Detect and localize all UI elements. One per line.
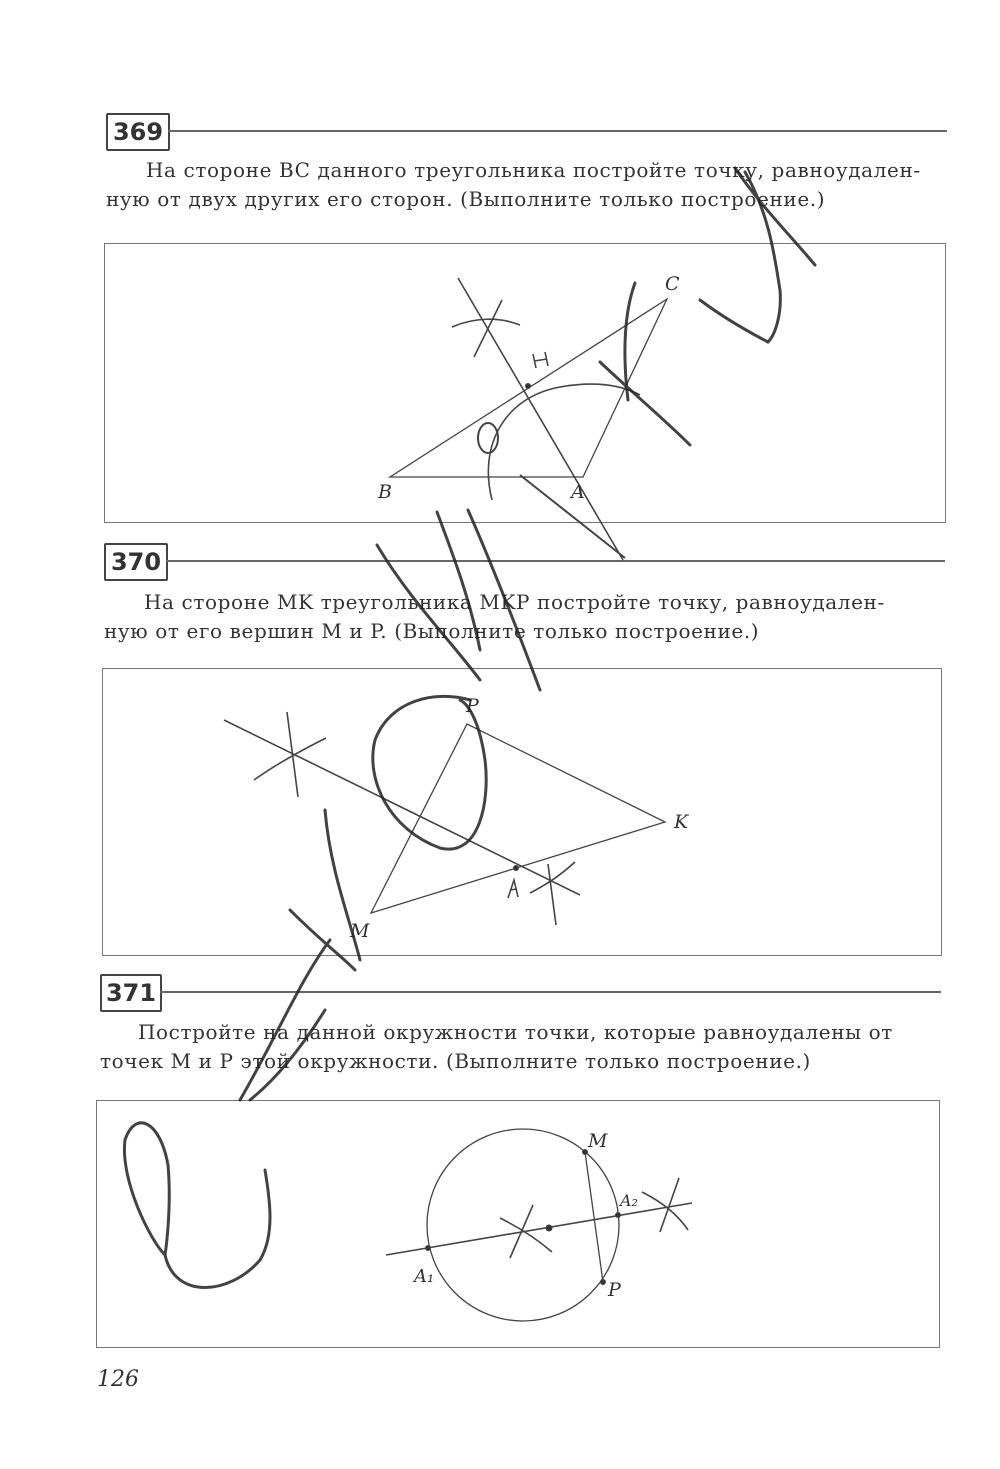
problem-371-number: 371 (100, 974, 162, 1012)
problem-370-construction (224, 712, 665, 925)
label-m-371: M (588, 1130, 608, 1152)
cross-mark-3 (548, 864, 556, 925)
point-p (601, 1280, 606, 1285)
label-k: K (674, 811, 689, 833)
problem-371-construction (386, 1129, 692, 1321)
problem-369-text-line1: На стороне BC данного треугольника постройте точку, равноудален- (146, 158, 921, 182)
handwritten-scribble (124, 168, 815, 1288)
cross-mark-4 (510, 1205, 533, 1258)
bisector-arc (488, 384, 640, 500)
problem-371-text-line1: Постройте на данной окружности точки, которые равноудалены от (138, 1020, 893, 1044)
label-p-371: P (608, 1279, 621, 1301)
handwritten-a2: A₂ (620, 1191, 638, 1210)
given-circle (427, 1129, 619, 1321)
problem-370-number: 370 (104, 543, 168, 581)
label-c: C (665, 273, 680, 295)
problem-370-text-line2: ную от его вершин M и P. (Выполните только построение.) (104, 619, 760, 643)
problem-369-text-line2: ную от двух других его сторон. (Выполните только построение.) (106, 187, 826, 211)
handwritten-a1: A₁ (414, 1266, 435, 1287)
cross-mark-1 (474, 300, 502, 357)
point-m (583, 1150, 588, 1155)
problem-370-text-line1: На стороне MK треугольника MKP постройте точку, равноудален- (144, 590, 885, 614)
problem-369-number: 369 (106, 113, 170, 151)
handwritten-a-mark (508, 880, 518, 898)
problem-371-text-line2: точек M и P этой окружности. (Выполните только построение.) (100, 1049, 811, 1073)
bisector-line-371 (386, 1203, 692, 1255)
chord-mp (585, 1152, 603, 1282)
perpendicular-bisector (224, 720, 580, 895)
center-dot (546, 1225, 552, 1231)
point-on-bc (526, 384, 531, 389)
bisector-line (458, 278, 623, 560)
label-m: M (350, 920, 370, 942)
point-a2 (616, 1213, 621, 1218)
triangle-mkp (371, 724, 665, 913)
label-a: A (571, 481, 585, 503)
page-number: 126 (97, 1367, 139, 1392)
handwritten-h-mark (533, 352, 548, 368)
point-a1 (426, 1246, 431, 1251)
point-a-on-mk (514, 866, 519, 871)
label-p: P (466, 695, 479, 717)
label-b: B (378, 481, 392, 503)
cross-arc-2 (254, 738, 326, 780)
